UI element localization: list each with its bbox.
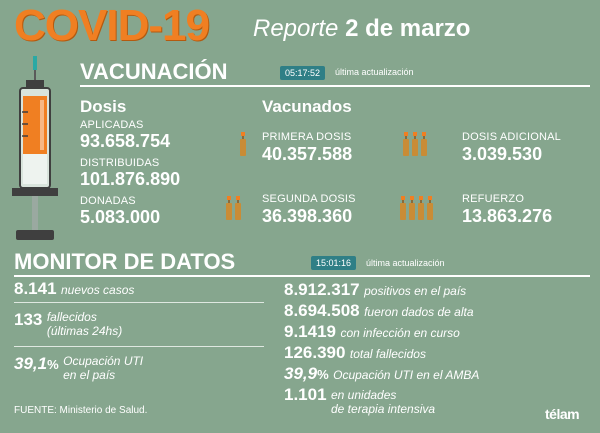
- stat-text: en unidades: [331, 388, 397, 402]
- monitor-updated-label: última actualización: [366, 258, 445, 268]
- stat-value: 9.1419: [284, 322, 336, 341]
- stat-value: 39,9: [284, 364, 318, 383]
- vial-icon: [240, 132, 246, 156]
- stat-text: positivos en el país: [364, 284, 467, 298]
- vial-icon: [412, 132, 418, 156]
- stat-value: 39,1: [14, 354, 48, 373]
- stat-ocupacion-uti-amba: [284, 364, 584, 385]
- source-footnote: FUENTE: Ministerio de Salud.: [14, 405, 148, 416]
- vacunacion-title: VACUNACIÓN: [80, 59, 228, 84]
- stat-terapia-intensiva: [284, 385, 584, 416]
- syringe-icon: [8, 56, 64, 246]
- primera-dosis-value: 40.357.588: [262, 144, 353, 164]
- aplicadas-value: 93.658.754: [80, 131, 171, 151]
- report-date: Reporte 2 de marzo: [253, 15, 471, 42]
- dosis-title: Dosis: [80, 97, 127, 116]
- dosis-adicional-label: DOSIS ADICIONAL: [462, 131, 561, 143]
- vial-icon: [400, 196, 406, 220]
- vacunacion-updated-label: última actualización: [335, 67, 414, 77]
- vacunacion-rule: [80, 85, 590, 87]
- vial-icon: [226, 196, 232, 220]
- stat-text: total fallecidos: [349, 347, 426, 361]
- stat-text: Ocupación UTI: [63, 354, 144, 368]
- segunda-dosis-value: 36.398.360: [262, 206, 353, 226]
- stat-ocupacion-uti-pais: [14, 354, 264, 382]
- stat-value: 8.912.317: [284, 280, 360, 299]
- vial-icon: [403, 132, 409, 156]
- stat-positivos: [284, 280, 584, 301]
- stat-text: fallecidos: [46, 310, 97, 324]
- refuerzo-label: REFUERZO: [462, 193, 525, 205]
- aplicadas-label: APLICADAS: [80, 119, 144, 131]
- stat-value: 8.141: [14, 279, 57, 298]
- refuerzo-value: 13.863.276: [462, 206, 553, 226]
- percent-sign: %: [317, 367, 329, 382]
- monitor-time: 15:01:16: [311, 256, 356, 270]
- stat-value: 126.390: [284, 343, 346, 362]
- vial-icon: [421, 132, 427, 156]
- stat-total-fallecidos: [284, 343, 584, 364]
- stat-altas: [284, 301, 584, 322]
- vial-icon: [427, 196, 433, 220]
- divider: [14, 302, 264, 303]
- stat-infeccion-en-curso: [284, 322, 584, 343]
- vial-icon: [418, 196, 424, 220]
- stat-text-secondary: en el país: [63, 368, 116, 382]
- vial-icon-group-three: [403, 132, 430, 161]
- vial-icon-group-four: [400, 196, 436, 225]
- stat-nuevos-casos: [14, 279, 264, 299]
- stat-value: 133: [14, 310, 43, 329]
- stat-fallecidos: [14, 310, 264, 338]
- page-title: COVID-19: [14, 1, 209, 50]
- monitor-title: MONITOR DE DATOS: [14, 249, 236, 274]
- distribuidas-value: 101.876.890: [80, 169, 181, 189]
- stat-text-secondary: de terapia intensiva: [331, 402, 436, 416]
- dosis-adicional-value: 3.039.530: [462, 144, 543, 164]
- vial-icon-group-two: [226, 196, 244, 225]
- stat-text: Ocupación UTI en el AMBA: [333, 368, 480, 382]
- divider: [14, 346, 264, 347]
- vial-icon: [409, 196, 415, 220]
- stat-text: con infección en curso: [340, 326, 460, 340]
- donadas-label: DONADAS: [80, 195, 136, 207]
- vacunacion-time: 05:17:52: [280, 66, 325, 80]
- primera-dosis-label: PRIMERA DOSIS: [262, 131, 352, 143]
- vacunados-title: Vacunados: [262, 97, 352, 116]
- stat-value: 8.694.508: [284, 301, 360, 320]
- stat-text-secondary: (últimas 24hs): [46, 324, 123, 338]
- stats-right: [284, 280, 584, 416]
- donadas-value: 5.083.000: [80, 207, 161, 227]
- distribuidas-label: DISTRIBUIDAS: [80, 157, 160, 169]
- vial-icon-group-one: [240, 132, 249, 161]
- monitor-rule: [14, 275, 590, 277]
- vial-icon: [235, 196, 241, 220]
- stat-text: fueron dados de alta: [364, 305, 474, 319]
- segunda-dosis-label: SEGUNDA DOSIS: [262, 193, 356, 205]
- stat-value: 1.101: [284, 385, 327, 404]
- stat-text: nuevos casos: [61, 283, 135, 297]
- percent-sign: %: [47, 357, 59, 372]
- telam-logo: télam: [545, 406, 580, 422]
